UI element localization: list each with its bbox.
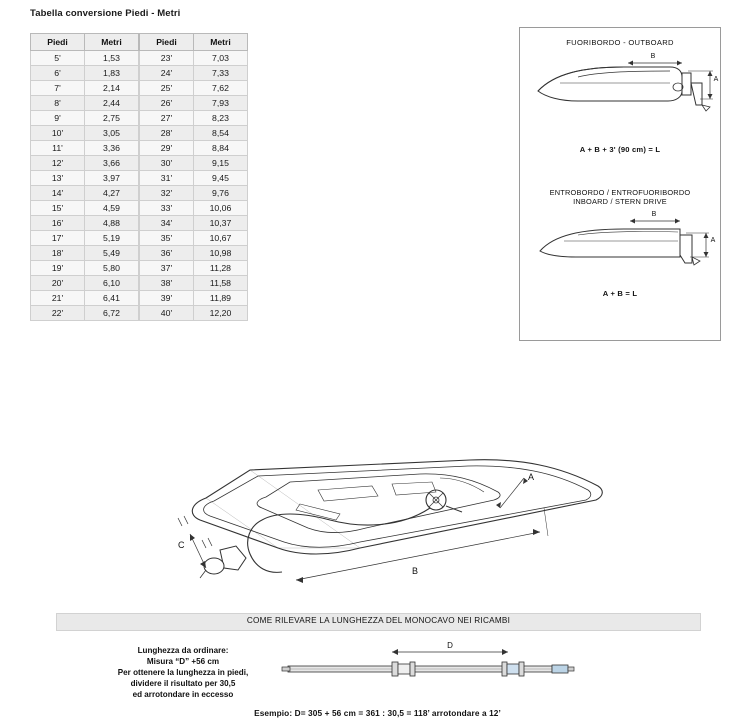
label-b-inboard: B (651, 210, 657, 218)
column-header-metri-1: Metri (84, 34, 138, 51)
cell-piedi-2: 26' (139, 96, 193, 111)
order-heading: Lunghezza da ordinare: (137, 646, 229, 655)
section-band (56, 613, 701, 631)
boat-perspective-drawing (0, 408, 755, 608)
cell-metri-2: 7,03 (193, 51, 247, 66)
order-measure: Misura “D” +56 cm (146, 656, 220, 666)
cell-metri-1: 6,10 (84, 276, 138, 291)
table-row (31, 81, 248, 96)
table-row (31, 231, 248, 246)
cell-piedi-1: 15' (31, 201, 85, 216)
cell-piedi-1: 10' (31, 126, 85, 141)
page-title: Tabella conversione Piedi - Metri (30, 8, 181, 19)
cell-piedi-1: 21' (31, 291, 85, 306)
table-row (31, 276, 248, 291)
cable-illustration (280, 638, 580, 698)
cell-piedi-2: 30' (139, 156, 193, 171)
cell-metri-2: 10,98 (193, 246, 247, 261)
cell-piedi-1: 19' (31, 261, 85, 276)
table-header-row (31, 34, 248, 51)
outboard-caption: FUORIBORDO - OUTBOARD (566, 38, 674, 47)
engine-type-diagram-box (519, 27, 721, 341)
cell-metri-2: 11,28 (193, 261, 247, 276)
cell-piedi-1: 12' (31, 156, 85, 171)
table-row (31, 201, 248, 216)
example-calculation: Esempio: D= 305 + 56 cm = 361 : 30,5 = 118’ arrotondare a 12’ (254, 708, 501, 718)
cell-metri-2: 9,45 (193, 171, 247, 186)
cell-metri-1: 6,72 (84, 306, 138, 321)
cell-metri-1: 5,49 (84, 246, 138, 261)
cell-metri-1: 5,19 (84, 231, 138, 246)
cell-piedi-1: 8' (31, 96, 85, 111)
cell-piedi-2: 39' (139, 291, 193, 306)
cell-piedi-2: 35' (139, 231, 193, 246)
cell-piedi-1: 5' (31, 51, 85, 66)
cell-metri-1: 3,66 (84, 156, 138, 171)
table-row (31, 246, 248, 261)
conversion-table-body (31, 51, 248, 321)
column-header-piedi-2: Piedi (139, 34, 193, 51)
cell-piedi-2: 40' (139, 306, 193, 321)
cell-metri-1: 3,05 (84, 126, 138, 141)
cell-piedi-1: 18' (31, 246, 85, 261)
label-a-boat: A (528, 472, 535, 482)
cell-piedi-1: 20' (31, 276, 85, 291)
order-line-3: Per ottenere la lunghezza in piedi, (117, 667, 249, 677)
label-b-outboard: B (650, 53, 656, 60)
inboard-caption-line2: INBOARD / STERN DRIVE (573, 197, 667, 207)
column-header-metri-2: Metri (193, 34, 247, 51)
cell-metri-2: 8,23 (193, 111, 247, 126)
conversion-table (30, 33, 248, 321)
cell-metri-2: 9,76 (193, 186, 247, 201)
cell-piedi-2: 34' (139, 216, 193, 231)
cell-metri-1: 1,53 (84, 51, 138, 66)
table-row (31, 51, 248, 66)
cell-metri-1: 4,27 (84, 186, 138, 201)
table-row (31, 261, 248, 276)
cell-piedi-2: 38' (139, 276, 193, 291)
cell-metri-2: 7,93 (193, 96, 247, 111)
cell-metri-1: 3,97 (84, 171, 138, 186)
table-row (31, 171, 248, 186)
table-row (31, 186, 248, 201)
cell-metri-2: 8,54 (193, 126, 247, 141)
cell-piedi-2: 25' (139, 81, 193, 96)
cell-metri-1: 3,36 (84, 141, 138, 156)
cell-piedi-1: 6' (31, 66, 85, 81)
cell-piedi-1: 22' (31, 306, 85, 321)
order-line-5: ed arrotondare in eccesso (132, 689, 234, 699)
inboard-caption-line1: ENTROBORDO / ENTROFUORIBORDO (549, 188, 691, 197)
cell-piedi-1: 16' (31, 216, 85, 231)
table-row (31, 126, 248, 141)
table-row (31, 66, 248, 81)
cell-piedi-2: 23' (139, 51, 193, 66)
cell-piedi-2: 33' (139, 201, 193, 216)
order-line-4: dividere il risultato per 30,5 (130, 678, 236, 688)
cell-metri-2: 7,62 (193, 81, 247, 96)
label-b-boat: B (412, 566, 419, 576)
cell-metri-2: 8,84 (193, 141, 247, 156)
order-length-block (0, 636, 755, 722)
outboard-illustration (520, 47, 720, 129)
cell-metri-1: 2,44 (84, 96, 138, 111)
label-d-cable: D (447, 641, 453, 650)
cell-metri-2: 9,15 (193, 156, 247, 171)
cell-piedi-2: 31' (139, 171, 193, 186)
cell-metri-1: 4,59 (84, 201, 138, 216)
cell-metri-1: 2,14 (84, 81, 138, 96)
cell-piedi-1: 11' (31, 141, 85, 156)
label-a-outboard: A (713, 76, 719, 83)
inboard-illustration (520, 207, 720, 281)
table-row (31, 291, 248, 306)
cell-piedi-2: 27' (139, 111, 193, 126)
cell-piedi-1: 9' (31, 111, 85, 126)
inboard-formula: A + B = L (602, 288, 638, 298)
cell-piedi-1: 13' (31, 171, 85, 186)
column-header-piedi-1: Piedi (31, 34, 85, 51)
cell-metri-2: 10,37 (193, 216, 247, 231)
order-instructions (88, 646, 278, 701)
label-a-inboard: A (710, 236, 716, 244)
cell-metri-2: 7,33 (193, 66, 247, 81)
cell-piedi-1: 7' (31, 81, 85, 96)
cell-piedi-2: 29' (139, 141, 193, 156)
outboard-formula: A + B + 3' (90 cm) = L (579, 145, 661, 154)
cell-piedi-2: 36' (139, 246, 193, 261)
cell-metri-2: 11,89 (193, 291, 247, 306)
cell-metri-2: 12,20 (193, 306, 247, 321)
cell-metri-2: 10,67 (193, 231, 247, 246)
cell-metri-2: 10,06 (193, 201, 247, 216)
cell-metri-2: 11,58 (193, 276, 247, 291)
section-band-text: COME RILEVARE LA LUNGHEZZA DEL MONOCAVO NEI RICAMBI (246, 616, 511, 625)
cell-metri-1: 5,80 (84, 261, 138, 276)
label-c-boat: C (178, 540, 185, 550)
cell-metri-1: 2,75 (84, 111, 138, 126)
cell-piedi-1: 14' (31, 186, 85, 201)
cell-piedi-1: 17' (31, 231, 85, 246)
cell-metri-1: 4,88 (84, 216, 138, 231)
cell-piedi-2: 28' (139, 126, 193, 141)
cell-metri-1: 6,41 (84, 291, 138, 306)
table-row (31, 111, 248, 126)
cell-piedi-2: 32' (139, 186, 193, 201)
table-row (31, 141, 248, 156)
table-row (31, 156, 248, 171)
conversion-table-wrap (30, 33, 248, 321)
table-row (31, 306, 248, 321)
cell-metri-1: 1,83 (84, 66, 138, 81)
table-row (31, 96, 248, 111)
cell-piedi-2: 37' (139, 261, 193, 276)
cell-piedi-2: 24' (139, 66, 193, 81)
table-row (31, 216, 248, 231)
